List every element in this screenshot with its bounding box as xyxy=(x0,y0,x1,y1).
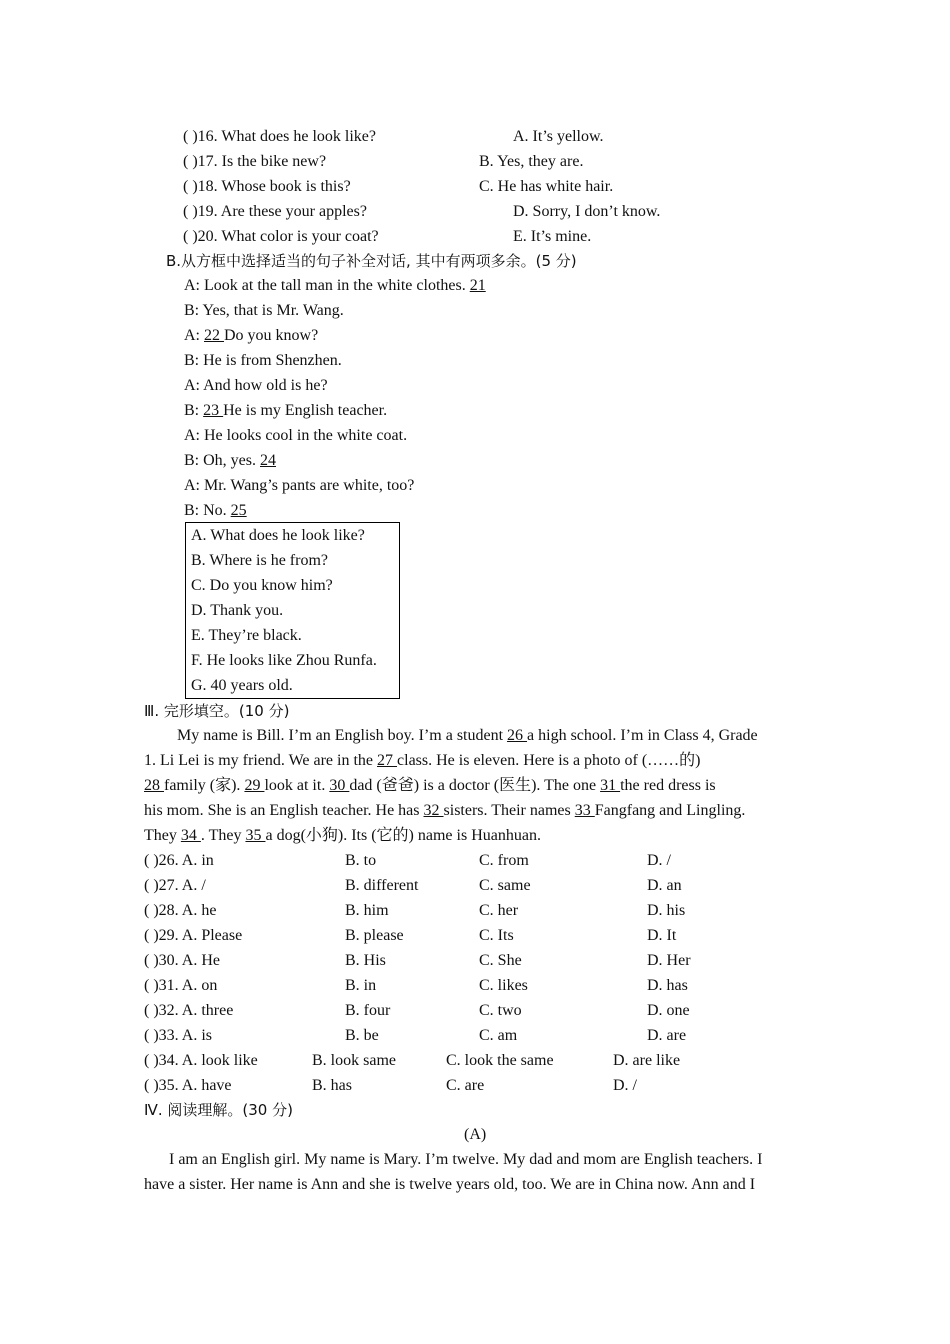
choice-26-b: B. to xyxy=(345,852,377,869)
match-answer-c: C. He has white hair. xyxy=(479,178,614,195)
choice-30-c: C. She xyxy=(479,952,522,969)
match-question-16: ( )16. What does he look like? xyxy=(183,128,376,145)
match-answer-b: B. Yes, they are. xyxy=(479,153,584,170)
blank-26: 26 xyxy=(507,727,528,744)
match-answer-e: E. It’s mine. xyxy=(513,228,592,245)
match-question-17: ( )17. Is the bike new? xyxy=(183,153,327,170)
cloze-line: They 34 . They 35 a dog(小狗). Its (它的) name is Huanhuan. xyxy=(144,827,541,844)
option-g: G. 40 years old. xyxy=(191,677,293,694)
choice-27-b: B. different xyxy=(345,877,419,894)
part-b-title: B.从方框中选择适当的句子补全对话, 其中有两项多余。(5 分) xyxy=(166,252,577,270)
choice-27-a: ( )27. A. / xyxy=(144,877,206,894)
choice-29-c: C. Its xyxy=(479,927,514,944)
blank-30: 30 xyxy=(329,777,350,794)
choice-33-c: C. am xyxy=(479,1027,518,1044)
section-4-title: Ⅳ. 阅读理解。(30 分) xyxy=(144,1101,293,1119)
dialog-line: A: He looks cool in the white coat. xyxy=(184,427,408,444)
choice-34-b: B. look same xyxy=(312,1052,396,1069)
dialog-line: B: No. 25 xyxy=(184,502,247,519)
choice-34-c: C. look the same xyxy=(446,1052,554,1069)
option-c: C. Do you know him? xyxy=(191,577,333,594)
choice-31-a: ( )31. A. on xyxy=(144,977,218,994)
cloze-line: his mom. She is an English teacher. He has 32 sisters. Their names 33 Fangfang and Lingling. xyxy=(144,802,746,819)
choice-32-b: B. four xyxy=(345,1002,391,1019)
blank-21: 21 xyxy=(469,277,486,294)
choice-27-d: D. an xyxy=(647,877,682,894)
blank-32: 32 xyxy=(423,802,444,819)
match-question-18: ( )18. Whose book is this? xyxy=(183,178,351,195)
choice-33-d: D. are xyxy=(647,1027,687,1044)
choice-30-b: B. His xyxy=(345,952,386,969)
passage-line: I am an English girl. My name is Mary. I’m twelve. My dad and mom are English teachers. I xyxy=(169,1151,763,1168)
blank-22: 22 xyxy=(204,327,224,344)
blank-35: 35 xyxy=(245,827,266,844)
dialog-line: A: Look at the tall man in the white clothes. 21 xyxy=(184,277,486,294)
choice-26-a: ( )26. A. in xyxy=(144,852,214,869)
dialog-line: B: He is from Shenzhen. xyxy=(184,352,342,369)
blank-28: 28 xyxy=(144,777,164,794)
choice-34-a: ( )34. A. look like xyxy=(144,1052,258,1069)
blank-29: 29 xyxy=(244,777,265,794)
blank-23: 23 xyxy=(203,402,224,419)
choice-34-d: D. are like xyxy=(613,1052,681,1069)
choice-29-b: B. please xyxy=(345,927,404,944)
dialog-line: A: And how old is he? xyxy=(184,377,328,394)
choice-28-b: B. him xyxy=(345,902,389,919)
choice-27-c: C. same xyxy=(479,877,531,894)
blank-31: 31 xyxy=(600,777,621,794)
dialog-line: A: Mr. Wang’s pants are white, too? xyxy=(184,477,415,494)
match-question-19: ( )19. Are these your apples? xyxy=(183,203,367,220)
dialog-line: B: Oh, yes. 24 xyxy=(184,452,276,469)
cloze-line: 28 family (家). 29 look at it. 30 dad (爸爸) is a doctor (医生). The one 31 the red dress is xyxy=(144,777,716,794)
choice-26-c: C. from xyxy=(479,852,529,869)
choice-35-a: ( )35. A. have xyxy=(144,1077,232,1094)
match-question-20: ( )20. What color is your coat? xyxy=(183,228,379,245)
choice-35-d: D. / xyxy=(613,1077,637,1094)
choice-33-b: B. be xyxy=(345,1027,379,1044)
blank-34: 34 xyxy=(180,827,201,844)
choice-31-b: B. in xyxy=(345,977,377,994)
match-answer-a: A. It’s yellow. xyxy=(513,128,604,145)
choice-28-d: D. his xyxy=(647,902,686,919)
option-e: E. They’re black. xyxy=(191,627,302,644)
choice-32-d: D. one xyxy=(647,1002,690,1019)
option-a: A. What does he look like? xyxy=(191,527,365,544)
choice-29-a: ( )29. A. Please xyxy=(144,927,243,944)
choice-32-a: ( )32. A. three xyxy=(144,1002,234,1019)
choice-28-a: ( )28. A. he xyxy=(144,902,217,919)
choice-35-c: C. are xyxy=(446,1077,485,1094)
blank-33: 33 xyxy=(574,802,595,819)
choice-26-d: D. / xyxy=(647,852,671,869)
option-b: B. Where is he from? xyxy=(191,552,328,569)
option-d: D. Thank you. xyxy=(191,602,284,619)
choice-28-c: C. her xyxy=(479,902,519,919)
passage-line: have a sister. Her name is Ann and she is twelve years old, too. We are in China now. Ann and I xyxy=(144,1176,756,1193)
choice-31-d: D. has xyxy=(647,977,688,994)
blank-24: 24 xyxy=(260,452,276,469)
cloze-line: My name is Bill. I’m an English boy. I’m a student 26 a high school. I’m in Class 4, Grade xyxy=(177,727,758,744)
section-3-title: Ⅲ. 完形填空。(10 分) xyxy=(144,702,290,720)
match-answer-d: D. Sorry, I don’t know. xyxy=(513,203,661,220)
choice-31-c: C. likes xyxy=(479,977,528,994)
choice-33-a: ( )33. A. is xyxy=(144,1027,212,1044)
dialog-line: A: 22 Do you know? xyxy=(184,327,319,344)
choice-35-b: B. has xyxy=(312,1077,352,1094)
choice-30-a: ( )30. A. He xyxy=(144,952,220,969)
option-f: F. He looks like Zhou Runfa. xyxy=(191,652,377,669)
blank-25: 25 xyxy=(230,502,247,519)
choice-30-d: D. Her xyxy=(647,952,691,969)
blank-27: 27 xyxy=(377,752,398,769)
passage-label: (A) xyxy=(464,1126,487,1143)
choice-29-d: D. It xyxy=(647,927,677,944)
dialog-line: B: 23 He is my English teacher. xyxy=(184,402,388,419)
cloze-line: 1. Li Lei is my friend. We are in the 27 class. He is eleven. Here is a photo of (……的) xyxy=(144,752,701,769)
dialog-line: B: Yes, that is Mr. Wang. xyxy=(184,302,344,319)
choice-32-c: C. two xyxy=(479,1002,522,1019)
